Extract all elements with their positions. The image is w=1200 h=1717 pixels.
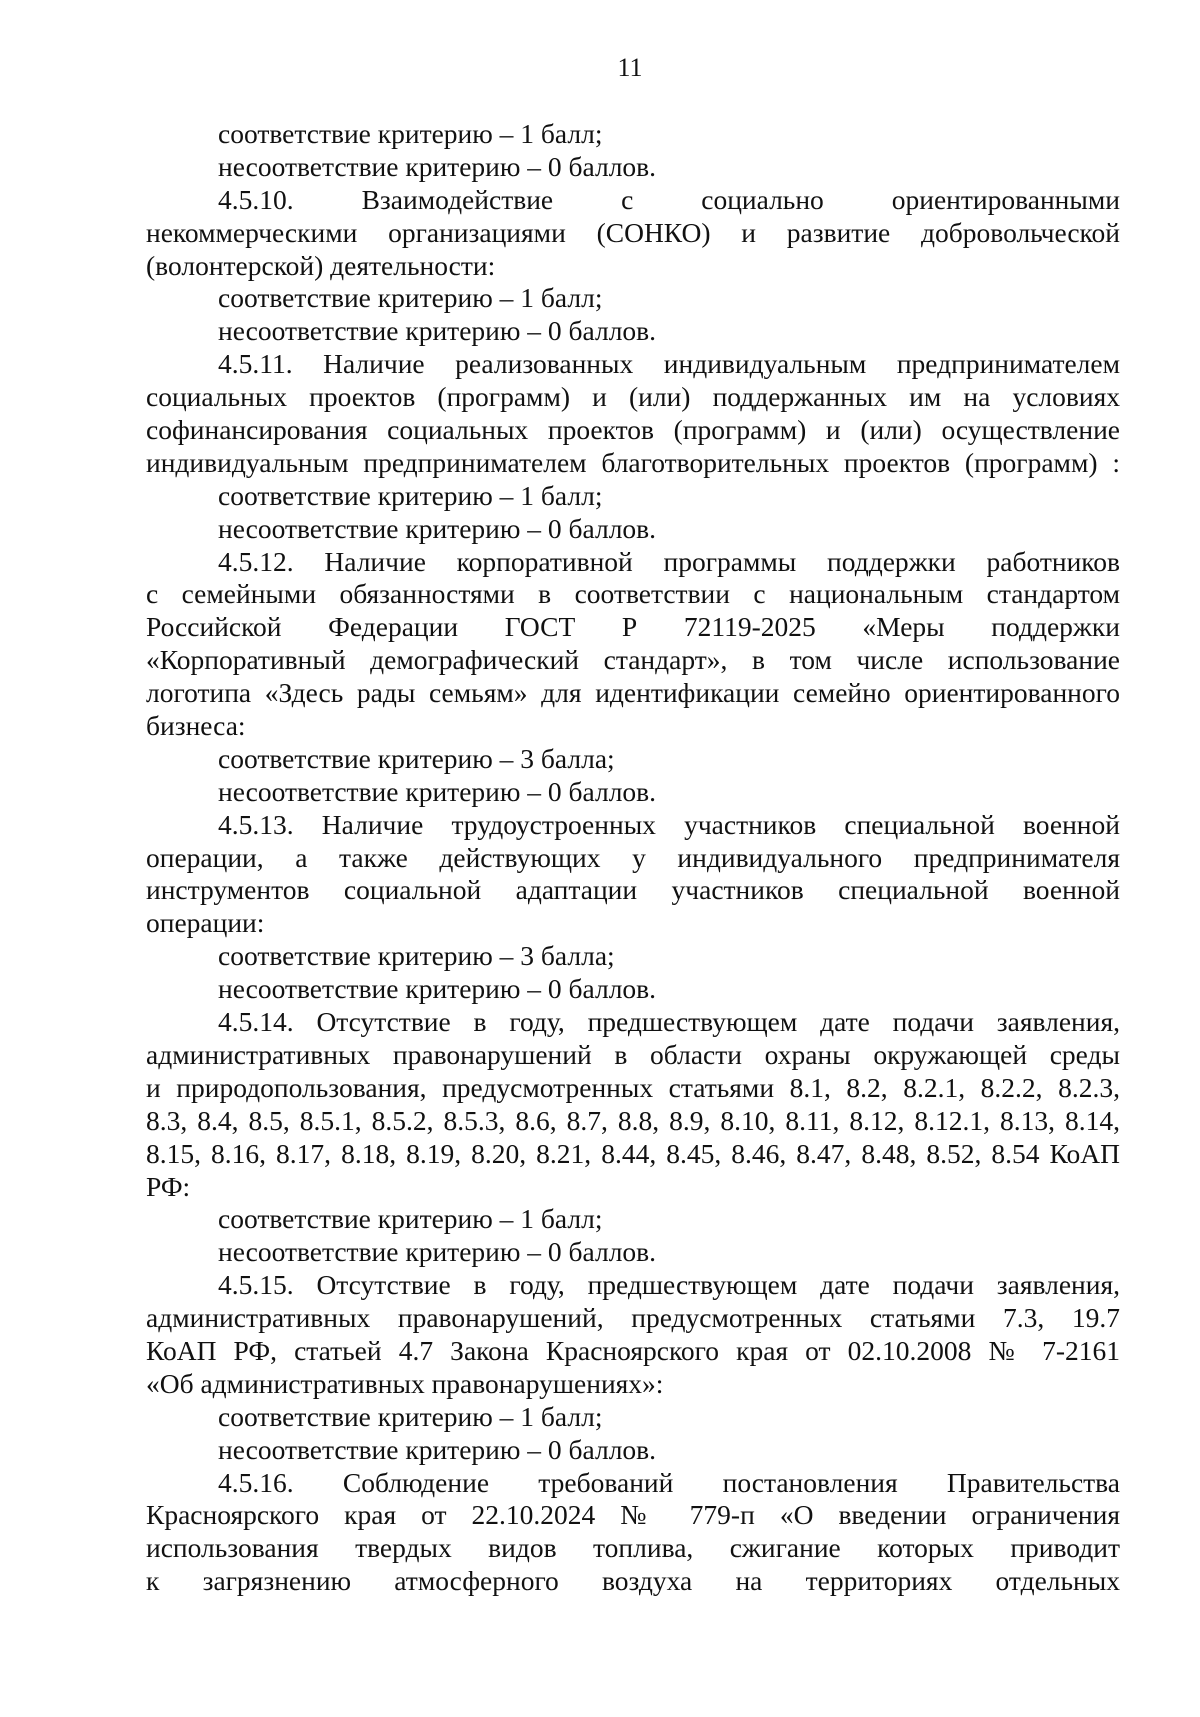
text-line: 4.5.12. Наличие корпоративной программы поддержки работников bbox=[218, 545, 1120, 577]
page-number: 11 bbox=[617, 53, 643, 82]
text-line: 4.5.14. Отсутствие в году, предшествующем дате подачи заявления, bbox=[218, 1006, 1120, 1038]
text-line: 8.15, 8.16, 8.17, 8.18, 8.19, 8.20, 8.21, 8.44, 8.45, 8.46, 8.47, 8.48, 8.52, 8.54 КоАП bbox=[146, 1137, 1120, 1169]
text-line: и природопользования, предусмотренных статьями 8.1, 8.2, 8.2.1, 8.2.2, 8.2.3, bbox=[146, 1071, 1120, 1103]
text-line: 4.5.10. Взаимодействие с социально ориентированными bbox=[218, 183, 1120, 215]
text-line: некоммерческими организациями (СОНКО) и развитие добровольческой bbox=[146, 216, 1120, 248]
text-line: несоответствие критерию – 0 баллов. bbox=[218, 973, 657, 1005]
text-line: операции, а также действующих у индивидуального предпринимателя bbox=[146, 841, 1120, 873]
text-line: бизнеса: bbox=[146, 710, 246, 742]
text-line: КоАП РФ, статьей 4.7 Закона Красноярского края от 02.10.2008 № 7-2161 bbox=[146, 1334, 1120, 1366]
text-line: Российской Федерации ГОСТ Р 72119-2025 «Меры поддержки bbox=[146, 611, 1120, 643]
text-line: административных правонарушений в области охраны окружающей среды bbox=[146, 1038, 1120, 1070]
text-line: «Об административных правонарушениях»: bbox=[146, 1367, 664, 1399]
text-line: соответствие критерию – 1 балл; bbox=[218, 282, 603, 314]
text-line: «Корпоративный демографический стандарт», в том числе использование bbox=[146, 644, 1120, 676]
text-line: соответствие критерию – 1 балл; bbox=[218, 479, 603, 511]
text-line: 4.5.16. Соблюдение требований постановления Правительства bbox=[218, 1466, 1120, 1498]
text-line: Красноярского края от 22.10.2024 № 779-п «О введении ограничения bbox=[146, 1499, 1120, 1531]
text-line: несоответствие критерию – 0 баллов. bbox=[218, 512, 657, 544]
text-line: социальных проектов (программ) и (или) поддержанных им на условиях bbox=[146, 381, 1120, 413]
text-line: 4.5.13. Наличие трудоустроенных участников специальной военной bbox=[218, 808, 1120, 840]
text-line: использования твердых видов топлива, сжигание которых приводит bbox=[146, 1532, 1120, 1564]
text-line: (волонтерской) деятельности: bbox=[146, 249, 496, 281]
text-line: с семейными обязанностями в соответствии с национальным стандартом bbox=[146, 578, 1120, 610]
text-line: логотипа «Здесь рады семьям» для идентификации семейно ориентированного bbox=[146, 677, 1120, 709]
text-line: соответствие критерию – 3 балла; bbox=[218, 742, 615, 774]
text-line: софинансирования социальных проектов (программ) и (или) осуществление bbox=[146, 414, 1120, 446]
text-line: соответствие критерию – 1 балл; bbox=[218, 1400, 603, 1432]
text-line: соответствие критерию – 1 балл; bbox=[218, 1203, 603, 1235]
text-line: к загрязнению атмосферного воздуха на территориях отдельных bbox=[146, 1565, 1120, 1597]
document-body bbox=[146, 118, 1120, 1598]
text-line: соответствие критерию – 1 балл; bbox=[218, 118, 603, 149]
text-line: несоответствие критерию – 0 баллов. bbox=[218, 150, 657, 182]
text-line: индивидуальным предпринимателем благотворительных проектов (программ) : bbox=[146, 446, 1120, 478]
text-line: операции: bbox=[146, 907, 265, 939]
text-line: несоответствие критерию – 0 баллов. bbox=[218, 315, 657, 347]
text-line: соответствие критерию – 3 балла; bbox=[218, 940, 615, 972]
text-line: инструментов социальной адаптации участников специальной военной bbox=[146, 874, 1120, 906]
text-line: несоответствие критерию – 0 баллов. bbox=[218, 1236, 657, 1268]
text-line: несоответствие критерию – 0 баллов. bbox=[218, 775, 657, 807]
text-line: 4.5.11. Наличие реализованных индивидуальным предпринимателем bbox=[218, 348, 1120, 380]
text-line: 8.3, 8.4, 8.5, 8.5.1, 8.5.2, 8.5.3, 8.6, 8.7, 8.8, 8.9, 8.10, 8.11, 8.12, 8.12.1, 8.13, 8.14, bbox=[146, 1104, 1120, 1136]
text-line: РФ: bbox=[146, 1170, 191, 1202]
text-line: 4.5.15. Отсутствие в году, предшествующем дате подачи заявления, bbox=[218, 1269, 1120, 1301]
text-line: несоответствие критерию – 0 баллов. bbox=[218, 1433, 657, 1465]
text-line: административных правонарушений, предусмотренных статьями 7.3, 19.7 bbox=[146, 1302, 1120, 1334]
